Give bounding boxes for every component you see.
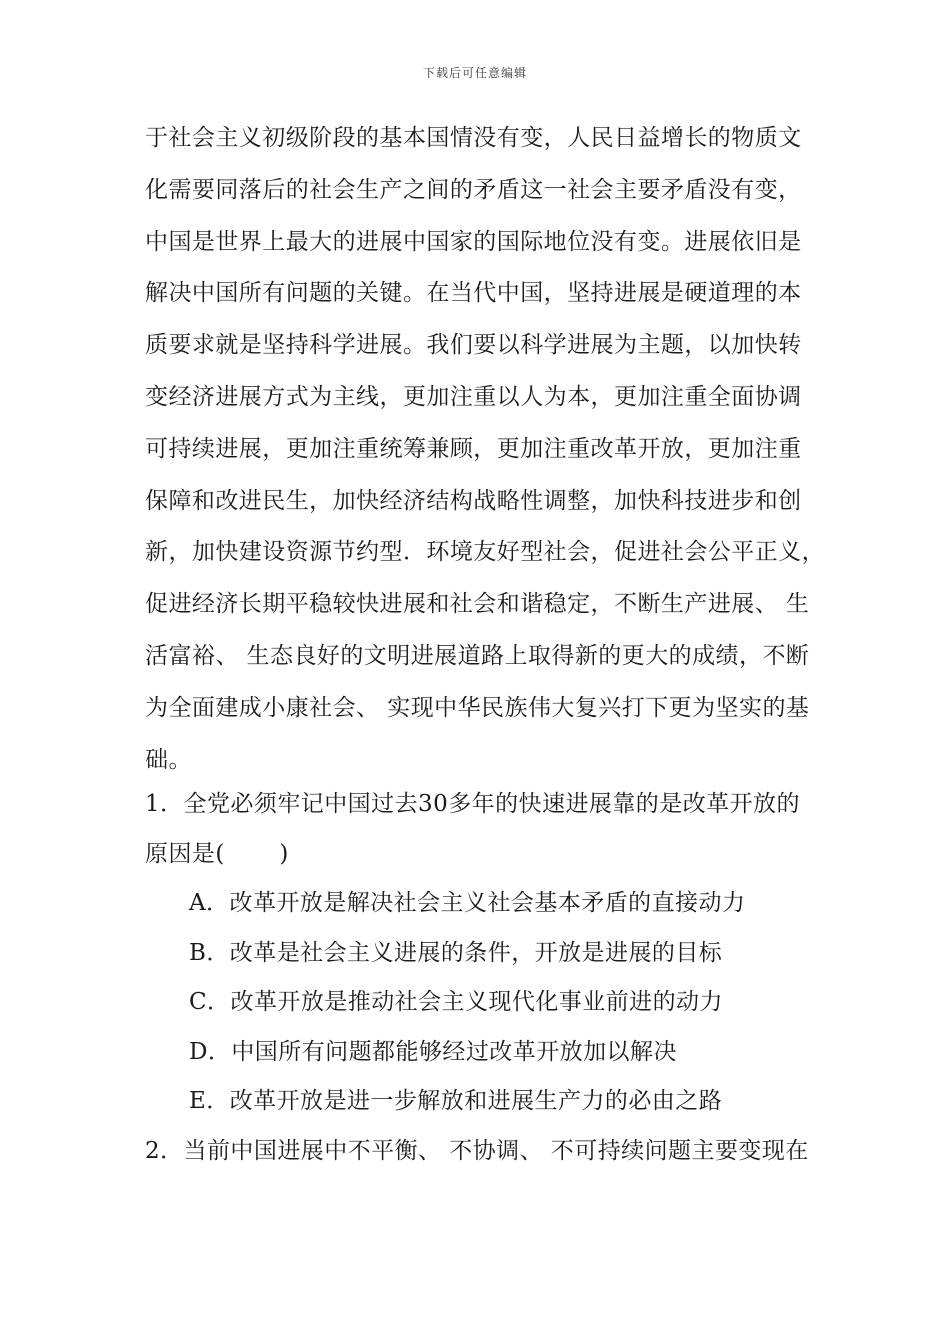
paragraph-line: 于社会主义初级阶段的基本国情没有变，人民日益增长的物质文	[145, 125, 802, 151]
paragraph-line: 中国是世界上最大的进展中国家的国际地位没有变。进展依旧是	[145, 228, 802, 255]
paragraph-line: 解决中国所有问题的关键。在当代中国，坚持进展是硬道理的本	[145, 280, 802, 307]
paragraph-line: 活富裕、 生态良好的文明进展道路上取得新的更大的成绩，不断	[145, 642, 810, 669]
paragraph-line: 化需要同落后的社会生产之间的矛盾这一社会主要矛盾没有变，	[145, 176, 802, 203]
paragraph-line: 质要求就是坚持科学进展。我们要以科学进展为主题，以加快转	[145, 332, 802, 359]
question-1-option-d: D．中国所有问题都能够经过改革开放加以解决	[189, 1038, 677, 1065]
page-header: 下载后可任意编辑	[422, 66, 527, 80]
paragraph-line: 保障和改进民生，加快经济结构战略性调整，加快科技进步和创	[145, 487, 802, 514]
paragraph-line: 础。	[145, 746, 192, 773]
paragraph-line: 促进经济长期平稳较快进展和社会和谐稳定，不断生产进展、 生	[145, 591, 810, 618]
paragraph-line: 可持续进展，更加注重统筹兼顾，更加注重改革开放，更加注重	[145, 435, 802, 462]
question-2-stem: 2．当前中国进展中不平衡、 不协调、 不可持续问题主要变现在	[145, 1137, 809, 1164]
body-paragraph	[145, 113, 826, 786]
paragraph-line: 变经济进展方式为主线，更加注重以人为本，更加注重全面协调	[145, 383, 802, 410]
question-1-option-e: E．改革开放是进一步解放和进展生产力的必由之路	[189, 1088, 723, 1114]
question-1-stem-continued: 原因是( )	[145, 840, 289, 867]
paragraph-line: 新，加快建设资源节约型．环境友好型社会，促进社会公平正义，	[145, 539, 826, 566]
question-1-option-a: A．改革开放是解决社会主义社会基本矛盾的直接动力	[189, 890, 746, 916]
question-1-option-b: B．改革是社会主义进展的条件，开放是进展的目标	[189, 939, 723, 966]
question-1-stem: 1．全党必须牢记中国过去30多年的快速进展靠的是改革开放的	[145, 791, 800, 817]
question-list	[145, 780, 810, 1176]
paragraph-line: 为全面建成小康社会、 实现中华民族伟大复兴打下更为坚实的基	[145, 694, 810, 721]
question-1-option-c: C．改革开放是推动社会主义现代化事业前进的动力	[189, 989, 723, 1015]
